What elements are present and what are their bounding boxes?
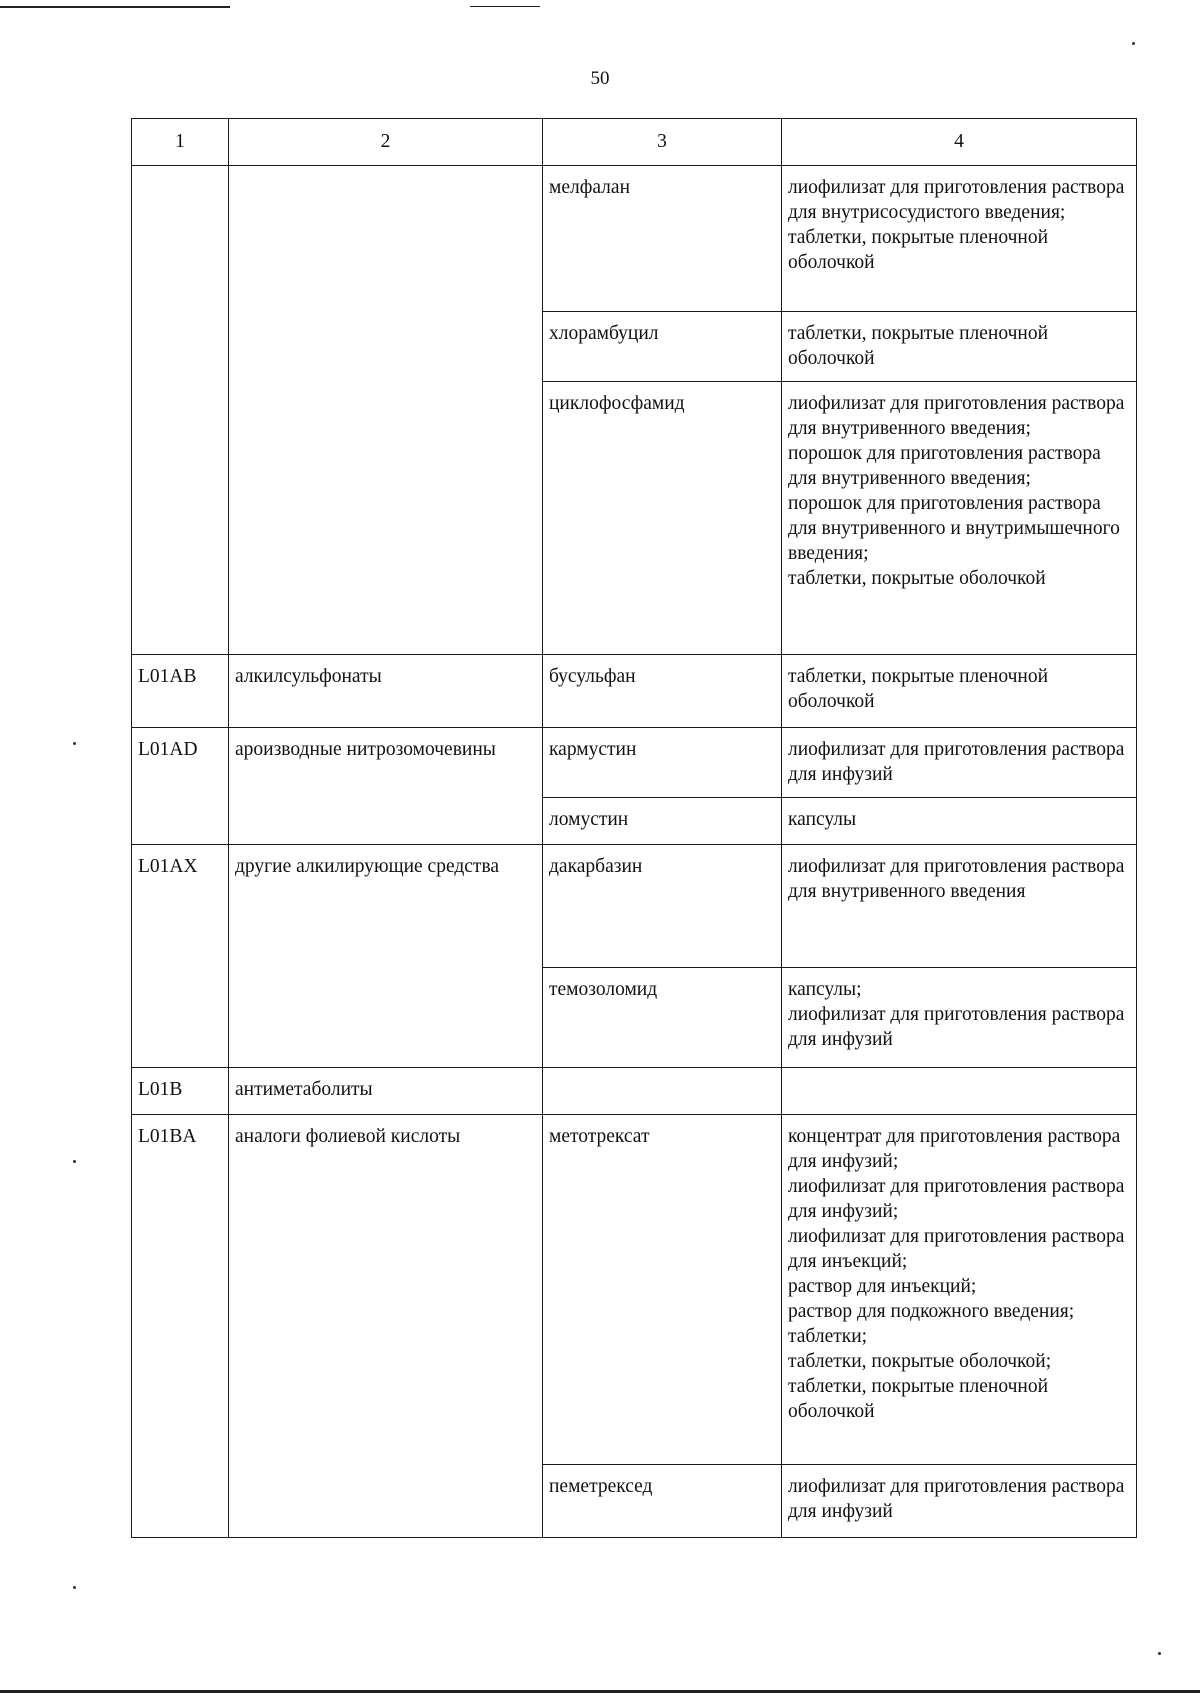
forms-cell (782, 1115, 1137, 1465)
forms-cell (782, 728, 1137, 798)
dosage-form: таблетки, покрытые пленочной оболочкой (788, 666, 1049, 712)
group-cell: другие алкилирующие средства (229, 845, 543, 1068)
dosage-form: раствор для подкожного введения; (788, 1301, 1075, 1322)
column-header-2: 2 (229, 119, 543, 166)
dosage-form: таблетки, покрытые пленочной оболочкой (788, 227, 1049, 273)
drug-cell: бусульфан (543, 655, 782, 728)
dosage-form: концентрат для приготовления раствора для инфузий; (788, 1126, 1121, 1172)
group-cell: алкилсульфонаты (229, 655, 543, 728)
drug-cell: темозоломид (543, 968, 782, 1068)
table-row (132, 845, 1137, 968)
group-cell: ароизводные нитрозомочевины (229, 728, 543, 845)
group-cell: аналоги фолиевой кислоты (229, 1115, 543, 1538)
table-row (132, 1115, 1137, 1465)
dosage-form: таблетки, покрытые пленочной оболочкой (788, 1376, 1049, 1422)
column-header-3: 3 (543, 119, 782, 166)
dosage-form: капсулы; (788, 979, 862, 1000)
dosage-form: лиофилизат для приготовления раствора для внутрисосудистого введения; (788, 177, 1125, 223)
column-header-row (132, 119, 1137, 166)
dosage-form: лиофилизат для приготовления раствора для инфузий (788, 739, 1125, 785)
scan-edge-top-left (0, 6, 230, 8)
code-cell: L01AX (132, 845, 229, 1068)
code-cell (132, 166, 229, 655)
scan-speck (73, 742, 76, 745)
drug-cell: кармустин (543, 728, 782, 798)
scan-edge-bottom (0, 1690, 1200, 1693)
dosage-form: порошок для приготовления раствора для внутривенного и внутримышечного введения; (788, 493, 1120, 564)
forms-cell (782, 166, 1137, 312)
dosage-form: раствор для инъекций; (788, 1276, 977, 1297)
dosage-form: капсулы (788, 809, 857, 830)
table-row (132, 728, 1137, 798)
dosage-form: порошок для приготовления раствора для внутривенного введения; (788, 443, 1101, 489)
scan-speck (1132, 42, 1135, 45)
forms-cell (782, 845, 1137, 968)
forms-cell (782, 1465, 1137, 1538)
drug-cell: циклофосфамид (543, 382, 782, 655)
code-cell: L01B (132, 1068, 229, 1115)
drug-cell (543, 1068, 782, 1115)
column-header-1: 1 (132, 119, 229, 166)
scan-speck (1158, 1652, 1161, 1655)
drug-cell: дакарбазин (543, 845, 782, 968)
dosage-form: таблетки, покрытые оболочкой (788, 568, 1046, 589)
code-cell: L01AB (132, 655, 229, 728)
column-header-4: 4 (782, 119, 1137, 166)
dosage-form: лиофилизат для приготовления раствора для инфузий (788, 1476, 1125, 1522)
page-number: 50 (590, 68, 610, 89)
scan-speck (73, 1160, 76, 1163)
forms-cell (782, 1068, 1137, 1115)
drug-cell: метотрексат (543, 1115, 782, 1465)
scan-edge-top-middle (470, 6, 540, 7)
scan-speck (73, 1586, 76, 1589)
forms-cell (782, 655, 1137, 728)
drug-list-table (131, 118, 1137, 1538)
drug-cell: ломустин (543, 798, 782, 845)
drug-cell: хлорамбуцил (543, 312, 782, 382)
dosage-form: лиофилизат для приготовления раствора для инфузий; (788, 1176, 1125, 1222)
table-row (132, 166, 1137, 312)
dosage-form: лиофилизат для приготовления раствора для инъекций; (788, 1226, 1125, 1272)
group-cell: антиметаболиты (229, 1068, 543, 1115)
code-cell: L01AD (132, 728, 229, 845)
forms-cell (782, 382, 1137, 655)
group-cell (229, 166, 543, 655)
forms-cell (782, 312, 1137, 382)
code-cell: L01BA (132, 1115, 229, 1538)
forms-cell (782, 968, 1137, 1068)
drug-cell: пеметрексед (543, 1465, 782, 1538)
drug-cell: мелфалан (543, 166, 782, 312)
dosage-form: таблетки, покрытые пленочной оболочкой (788, 323, 1049, 369)
dosage-form: лиофилизат для приготовления раствора для внутривенного введения; (788, 393, 1125, 439)
table-row (132, 1068, 1137, 1115)
table-row (132, 655, 1137, 728)
dosage-form: таблетки, покрытые оболочкой; (788, 1351, 1052, 1372)
dosage-form: лиофилизат для приготовления раствора для инфузий (788, 1004, 1125, 1050)
dosage-form: таблетки; (788, 1326, 868, 1347)
dosage-form: лиофилизат для приготовления раствора для внутривенного введения (788, 856, 1125, 902)
forms-cell (782, 798, 1137, 845)
